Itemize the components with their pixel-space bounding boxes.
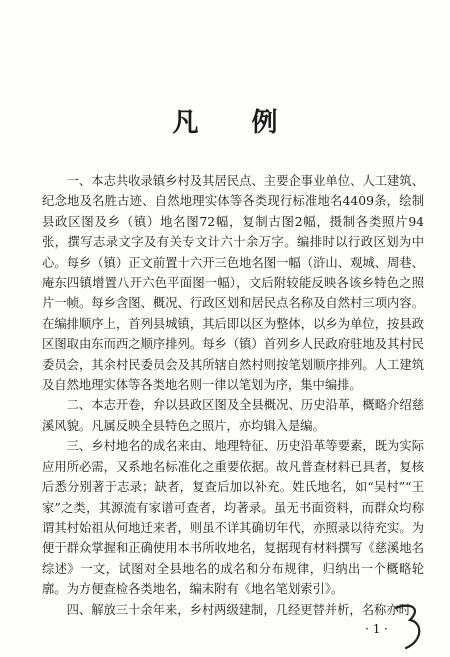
paragraph-2: 二、本志开卷，弁以县政区图及全县概况、历史沿革，概略介绍慈溪风貌。凡属反映全县特色之照片，亦均辑入是编。 <box>42 398 424 433</box>
paragraph-1: 一、本志共收录镇乡村及其居民点、主要企事业单位、人工建筑、纪念地及名胜古迹、自然地理实体等各类现行标准地名4409条，绘制县政区图及乡（镇）地名图72幅，复制古图2幅，摄制各类照片94张，撰写志录文字及有关专文计六十余万字。编排时以行政区划为中心。每乡（镇）正文前置十六开三色地名图一幅（浒山、观城、周巷、庵东四镇增置八开六色平面图一幅），文后附较能反映各该乡特色之照片一帧。每乡含图、概况、行政区划和居民点名称及自然村三项内容。在编排顺序上，首列县城镇，其后即以区为整体，以乡为单位，按县政区图取由东而西之顺序排列。每乡（镇）首列乡人民政府驻地及其村民委员会，其余村民委员会及其所辖自然村则按笔划顺序排列。人工建筑及自然地理实体等各类地名则一律以笔划为序，集中编排。 <box>42 174 424 393</box>
body-text <box>42 171 424 620</box>
paragraph-3: 三、乡村地名的成名来由、地理特征、历史沿革等要素，既为实际应用所必需，又系地名标准化之重要依据。故凡普查材料已具者，复核后悉分别著于志录；缺者，复查后加以补充。姓氏地名，如“吴村”“王家”之类，其源流有家谱可查者，均著录。虽无书面资料，而群众均称谓其村始祖从何地迁来者，则虽不详其确切年代，亦照录以待充实。为便于群众掌握和正确使用本书所收地名，复据现有材料撰写《慈溪地名综述》一文，试图对全县地名的成名和分布规律，归纳出一个概略轮廓。为方便查检各类地名，编末附有《地名笔划索引》。 <box>42 439 424 597</box>
handwritten-mark-icon <box>388 600 428 655</box>
paragraph-4: 四、解放三十余年来，乡村两级建制，几经更替并析，名称亦时 <box>66 602 411 617</box>
page-number: · 1 · <box>365 622 388 636</box>
page-title: 凡 例 <box>172 108 300 138</box>
